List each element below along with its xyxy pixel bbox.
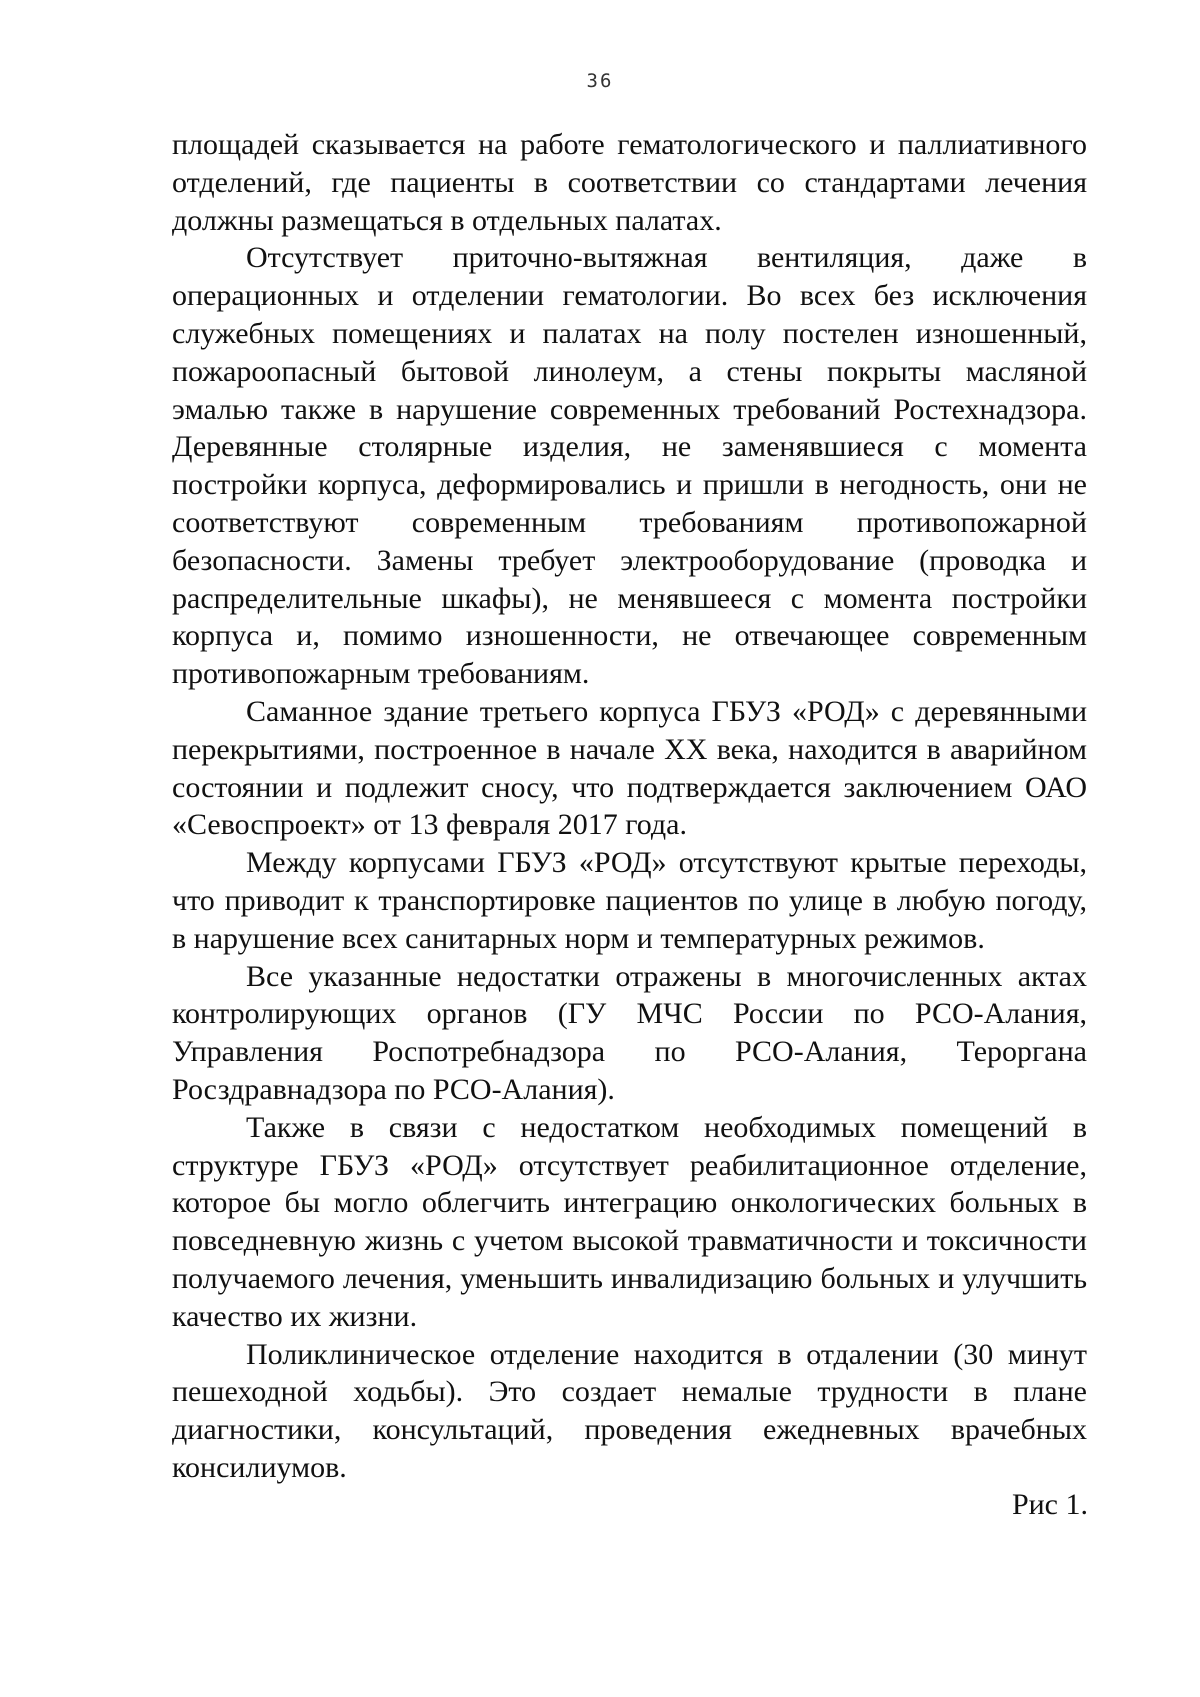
page-number: 36 <box>586 70 614 92</box>
paragraph-inspection-acts: Все указанные недостатки отражены в многочисленных актах контролирующих органов (ГУ МЧС России по РСО-Алания, Управления Роспотребнадзора по РСО-Алания, Тероргана Росздравнадзора по РСО-Алания). <box>172 959 1087 1106</box>
figure-reference: Рис 1. <box>1011 1488 1088 1521</box>
paragraph-continuation: площадей сказывается на работе гематологического и паллиативного отделений, где пациенты в соответствии со стандартами лечения должны размещаться в отдельных палатах. <box>172 128 1087 237</box>
paragraph-covered-passages: Между корпусами ГБУЗ «РОД» отсутствуют крытые переходы, что приводит к транспортировке пациентов по улице в любую погоду, в нарушение всех санитарных норм и температурных режимов. <box>172 846 1087 955</box>
paragraph-rehabilitation: Также в связи с недостатком необходимых помещений в структуре ГБУЗ «РОД» отсутствует реабилитационное отделение, которое бы могло облегчить интеграцию онкологических больных в повседневную жизнь с учетом высокой травматичности и токсичности получаемого лечения, уменьшить инвалидизацию больных и улучшить качество их жизни. <box>172 1110 1087 1333</box>
paragraph-third-building: Саманное здание третьего корпуса ГБУЗ «РОД» с деревянными перекрытиями, построенное в начале XX века, находится в аварийном состоянии и подлежит сносу, что подтверждается заключением ОАО «Севоспроект» от 13 февраля 2017 года. <box>172 694 1087 842</box>
body-text <box>172 126 1087 1487</box>
paragraph-ventilation: Отсутствует приточно-вытяжная вентиляция, даже в операционных и отделении гематологии. Во всех без исключения служебных помещениях и палатах на полу постелен изношенный, пожароопасный бытовой линолеум, а стены покрыты масляной эмалью также в нарушение современных требований Ростехнадзора. Деревянные столярные изделия, не заменявшиеся с момента постройки корпуса, деформировались и пришли в негодность, они не соответствуют современным требованиям противопожарной безопасности. Замены требует электрооборудование (проводка и распределительные шкафы), не менявшееся с момента постройки корпуса и, помимо изношенности, не отвечающее современным противопожарным требованиям. <box>172 241 1087 691</box>
paragraph-polyclinic: Поликлиническое отделение находится в отдалении (30 минут пешеходной ходьбы). Это создает немалые трудности в плане диагностики, консультаций, проведения ежедневных врачебных консилиумов. <box>172 1337 1087 1484</box>
